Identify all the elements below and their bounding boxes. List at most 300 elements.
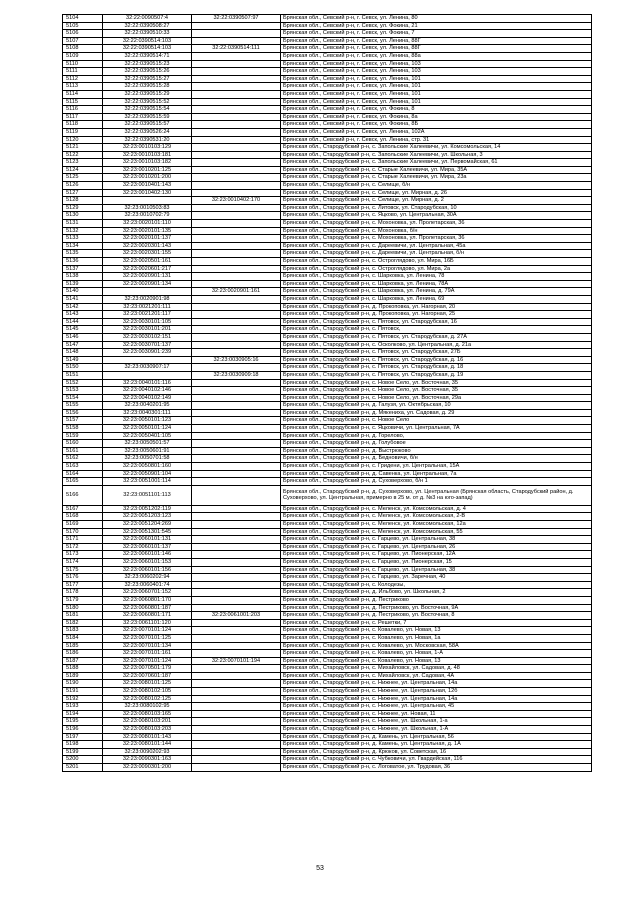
linked-cadastral-number-cell	[192, 680, 281, 688]
cadastral-number-cell: 32:23:0010702:79	[103, 212, 192, 220]
cadastral-number-cell: 32:23:0051202:119	[103, 505, 192, 513]
linked-cadastral-number-cell	[192, 68, 281, 76]
row-number-cell: 5164	[63, 470, 103, 478]
linked-cadastral-number-cell	[192, 710, 281, 718]
address-cell: Брянская обл., Стародубский р-н, с. Запольские Халеевичи, ул. Первомайская, 61	[281, 159, 592, 167]
cadastral-number-cell: 32:23:0010402:130	[103, 189, 192, 197]
row-number-cell: 5162	[63, 455, 103, 463]
linked-cadastral-number-cell	[192, 589, 281, 597]
address-cell: Брянская обл., Стародубский р-н, д. Голубовое	[281, 440, 592, 448]
row-number-cell: 5110	[63, 60, 103, 68]
address-cell: Брянская обл., Севский р-н, г. Севск, ул. Ленина, стр. 31	[281, 136, 592, 144]
linked-cadastral-number-cell: 32:23:0030909:18	[192, 371, 281, 379]
cadastral-number-cell: 32:23:0090202:93	[103, 748, 192, 756]
row-number-cell: 5193	[63, 703, 103, 711]
row-number-cell: 5122	[63, 151, 103, 159]
linked-cadastral-number-cell	[192, 440, 281, 448]
address-cell: Брянская обл., Севский р-н, г. Севск, ул. Ленина, 88Г	[281, 45, 592, 53]
address-cell: Брянская обл., Стародубский р-н, с. Михайловск, ул. Садовая, 4А	[281, 672, 592, 680]
linked-cadastral-number-cell	[192, 463, 281, 471]
table-row	[63, 75, 592, 83]
table-row	[63, 326, 592, 334]
row-number-cell: 5111	[63, 68, 103, 76]
linked-cadastral-number-cell	[192, 733, 281, 741]
table-row	[63, 212, 592, 220]
linked-cadastral-number-cell	[192, 90, 281, 98]
cadastral-number-cell	[103, 197, 192, 205]
cadastral-number-cell: 32:23:0050401:105	[103, 432, 192, 440]
table-row	[63, 265, 592, 273]
cadastral-number-cell: 32:23:0050701:58	[103, 455, 192, 463]
address-cell: Брянская обл., Севский р-н, г. Севск, ул. Фокина, 8Б	[281, 121, 592, 129]
table-row	[63, 470, 592, 478]
address-cell: Брянская обл., Стародубский р-н, с. Гарцево, ул. Пионерская, 15	[281, 558, 592, 566]
cadastral-number-cell: 32:23:0050901:104	[103, 470, 192, 478]
row-number-cell: 5166	[63, 485, 103, 505]
linked-cadastral-number-cell	[192, 349, 281, 357]
cadastral-number-cell: 32:23:0020601:217	[103, 265, 192, 273]
linked-cadastral-number-cell	[192, 528, 281, 536]
table-row	[63, 311, 592, 319]
row-number-cell: 5107	[63, 37, 103, 45]
table-row	[63, 30, 592, 38]
table-row	[63, 478, 592, 486]
address-cell: Брянская обл., Стародубский р-н, д. Суховерхово, ул. Центральная (Брянская область, Стародубский район, д. Суховерхово, ул. Центральная, примерно в 25 м. от д. №3 на юго-запад)	[281, 485, 592, 505]
cadastral-number-cell	[103, 288, 192, 296]
linked-cadastral-number-cell	[192, 379, 281, 387]
table-row	[63, 642, 592, 650]
linked-cadastral-number-cell	[192, 326, 281, 334]
linked-cadastral-number-cell	[192, 128, 281, 136]
address-cell: Брянская обл., Стародубский р-н, с. Пятовск, ул. Стародубская, д. 19	[281, 371, 592, 379]
row-number-cell: 5168	[63, 513, 103, 521]
linked-cadastral-number-cell	[192, 513, 281, 521]
address-cell: Брянская обл., Стародубский р-н, с. Пятовск, ул. Стародубская, д. 27А	[281, 333, 592, 341]
address-cell: Брянская обл., Стародубский р-н, д. Суховерхово, б/н 1	[281, 478, 592, 486]
cadastral-number-cell: 32:22:0390515:29	[103, 90, 192, 98]
linked-cadastral-number-cell	[192, 227, 281, 235]
row-number-cell: 5129	[63, 204, 103, 212]
address-cell: Брянская обл., Стародубский р-н, с. Яцково, ул. Центральная, 30А	[281, 212, 592, 220]
linked-cadastral-number-cell	[192, 341, 281, 349]
table-row	[63, 197, 592, 205]
linked-cadastral-number-cell	[192, 551, 281, 559]
cadastral-number-cell: 32:23:0010201:200	[103, 174, 192, 182]
table-row	[63, 485, 592, 505]
table-row	[63, 764, 592, 772]
address-cell: Брянская обл., Стародубский р-н, д. Камень, ул. Центральная, 56	[281, 733, 592, 741]
table-row	[63, 166, 592, 174]
row-number-cell: 5118	[63, 121, 103, 129]
cadastral-number-cell: 32:22:0390515:26	[103, 68, 192, 76]
table-row	[63, 447, 592, 455]
cadastral-number-cell: 32:23:0080103:165	[103, 710, 192, 718]
address-cell: Брянская обл., Стародубский р-н, с. Ковалево, ул. Новая, 13	[281, 657, 592, 665]
cadastral-number-cell: 32:23:0061101:120	[103, 619, 192, 627]
linked-cadastral-number-cell	[192, 695, 281, 703]
row-number-cell: 5158	[63, 425, 103, 433]
linked-cadastral-number-cell: 32:23:0061001:203	[192, 612, 281, 620]
linked-cadastral-number-cell	[192, 596, 281, 604]
cadastral-number-cell: 32:23:0030901:239	[103, 349, 192, 357]
cadastral-number-cell: 32:23:0010103:182	[103, 159, 192, 167]
address-cell: Брянская обл., Стародубский р-н, с. Нижнее, ул. Центральная, 45	[281, 703, 592, 711]
linked-cadastral-number-cell	[192, 311, 281, 319]
row-number-cell: 5113	[63, 83, 103, 91]
page-number: 53	[316, 865, 324, 872]
table-row	[63, 409, 592, 417]
table-row	[63, 106, 592, 114]
row-number-cell: 5130	[63, 212, 103, 220]
address-cell: Брянская обл., Стародубский р-н, с. Меленск, ул. Комсомольская, 2-В	[281, 513, 592, 521]
cadastral-number-cell: 32:23:0050101:123	[103, 417, 192, 425]
table-row	[63, 174, 592, 182]
cadastral-number-cell: 32:23:0070101:124	[103, 657, 192, 665]
linked-cadastral-number-cell	[192, 242, 281, 250]
row-number-cell: 5106	[63, 30, 103, 38]
table-row	[63, 189, 592, 197]
address-cell: Брянская обл., Стародубский р-н, с. Нижнее, ул. Новая, 11	[281, 710, 592, 718]
address-cell: Брянская обл., Стародубский р-н, с. Селище, ул. Мирная, д. 2	[281, 197, 592, 205]
cadastral-number-cell: 32:23:0070101:124	[103, 627, 192, 635]
linked-cadastral-number-cell	[192, 574, 281, 582]
address-cell: Брянская обл., Стародубский р-н, д. Пестриково, ул. Восточная, 9А	[281, 604, 592, 612]
row-number-cell: 5180	[63, 604, 103, 612]
linked-cadastral-number-cell	[192, 726, 281, 734]
cadastral-number-cell: 32:23:0030907:17	[103, 364, 192, 372]
address-cell: Брянская обл., Стародубский р-н, д. Прокоповка, ул. Нагорная, 20	[281, 303, 592, 311]
linked-cadastral-number-cell	[192, 748, 281, 756]
row-number-cell: 5154	[63, 394, 103, 402]
linked-cadastral-number-cell	[192, 409, 281, 417]
cadastral-number-cell: 32:23:0060101:146	[103, 551, 192, 559]
cadastral-number-cell: 32:23:0080101:125	[103, 680, 192, 688]
linked-cadastral-number-cell	[192, 220, 281, 228]
table-row	[63, 341, 592, 349]
table-row	[63, 463, 592, 471]
row-number-cell: 5167	[63, 505, 103, 513]
table-row	[63, 566, 592, 574]
row-number-cell: 5128	[63, 197, 103, 205]
table-row	[63, 356, 592, 364]
table-row	[63, 589, 592, 597]
row-number-cell: 5181	[63, 612, 103, 620]
linked-cadastral-number-cell	[192, 432, 281, 440]
address-cell: Брянская обл., Стародубский р-н, с. Старые Халеевичи, ул. Мира, 23а	[281, 174, 592, 182]
address-cell: Брянская обл., Стародубский р-н, с. Меленск, ул. Комсомольская, 55	[281, 528, 592, 536]
cadastral-number-cell: 32:23:0070601:187	[103, 672, 192, 680]
linked-cadastral-number-cell	[192, 22, 281, 30]
row-number-cell: 5147	[63, 341, 103, 349]
cadastral-number-cell: 32:23:0060801:171	[103, 612, 192, 620]
address-cell: Брянская обл., Стародубский р-н, с. Пятовск, ул. Стародубская, д. 18	[281, 364, 592, 372]
linked-cadastral-number-cell: 32:23:0020901:161	[192, 288, 281, 296]
row-number-cell: 5150	[63, 364, 103, 372]
address-cell: Брянская обл., Стародубский р-н, д. Мякениха, ул. Садовая, д. 29	[281, 409, 592, 417]
cadastral-number-cell: 32:22:0390515:27	[103, 75, 192, 83]
address-cell: Брянская обл., Стародубский р-н, д. Савенка, ул. Центральная, 7а	[281, 470, 592, 478]
linked-cadastral-number-cell	[192, 387, 281, 395]
address-cell: Брянская обл., Стародубский р-н, с. Гридени, ул. Центральная, 15А	[281, 463, 592, 471]
linked-cadastral-number-cell	[192, 144, 281, 152]
row-number-cell: 5138	[63, 273, 103, 281]
row-number-cell: 5159	[63, 432, 103, 440]
linked-cadastral-number-cell: 32:22:0390507:97	[192, 15, 281, 23]
row-number-cell: 5169	[63, 521, 103, 529]
cadastral-number-cell: 32:23:0020101:137	[103, 235, 192, 243]
table-row	[63, 250, 592, 258]
row-number-cell: 5131	[63, 220, 103, 228]
address-cell: Брянская обл., Стародубский р-н, с. Новое Село, ул. Восточная, 35	[281, 387, 592, 395]
table-row	[63, 15, 592, 23]
table-row	[63, 733, 592, 741]
cadastral-number-cell: 32:23:0060101:156	[103, 566, 192, 574]
table-row	[63, 680, 592, 688]
address-cell: Брянская обл., Севский р-н, г. Севск, ул. Фокина, 8а	[281, 113, 592, 121]
cadastral-number-cell: 32:23:0060801:170	[103, 596, 192, 604]
address-cell: Брянская обл., Севский р-н, г. Севск, ул. Ленина, 88Г	[281, 37, 592, 45]
cadastral-number-cell: 32:23:0051203:123	[103, 513, 192, 521]
linked-cadastral-number-cell	[192, 619, 281, 627]
table-row	[63, 604, 592, 612]
cadastral-number-cell	[103, 356, 192, 364]
linked-cadastral-number-cell	[192, 703, 281, 711]
linked-cadastral-number-cell	[192, 364, 281, 372]
cadastral-number-cell: 32:23:0010401:143	[103, 182, 192, 190]
linked-cadastral-number-cell	[192, 303, 281, 311]
address-cell: Брянская обл., Стародубский р-н, с. Нижнее, ул. Школьная, 1-А	[281, 726, 592, 734]
table-row	[63, 440, 592, 448]
row-number-cell: 5139	[63, 280, 103, 288]
linked-cadastral-number-cell	[192, 83, 281, 91]
address-cell: Брянская обл., Стародубский р-н, с. Шарковка, ул. Ленина, 69	[281, 295, 592, 303]
register-table	[62, 14, 592, 772]
address-cell: Брянская обл., Севский р-н, г. Севск, ул. Ленина, 103	[281, 68, 592, 76]
linked-cadastral-number-cell: 32:23:0070101:194	[192, 657, 281, 665]
row-number-cell: 5194	[63, 710, 103, 718]
cadastral-number-cell: 32:23:0060401:74	[103, 581, 192, 589]
table-row	[63, 558, 592, 566]
linked-cadastral-number-cell	[192, 121, 281, 129]
table-row	[63, 528, 592, 536]
table-row	[63, 128, 592, 136]
address-cell: Брянская обл., Стародубский р-н, с. Гарцево, ул. Центральная, 38	[281, 566, 592, 574]
table-row	[63, 273, 592, 281]
linked-cadastral-number-cell	[192, 189, 281, 197]
address-cell: Брянская обл., Стародубский р-н, с. Гарцево, ул. Центральная, 38	[281, 536, 592, 544]
table-row	[63, 242, 592, 250]
address-cell: Брянская обл., Стародубский р-н, д. Галузя, ул. Октябрьская, 10	[281, 402, 592, 410]
address-cell: Брянская обл., Севский р-н, г. Севск, ул. Ленина, 103	[281, 60, 592, 68]
cadastral-number-cell: 32:23:0040301:111	[103, 409, 192, 417]
cadastral-number-cell: 32:22:0390515:57	[103, 121, 192, 129]
table-row	[63, 432, 592, 440]
address-cell: Брянская обл., Стародубский р-н, с. Пятовск, ул. Стародубская, д. 16	[281, 356, 592, 364]
table-row	[63, 295, 592, 303]
cadastral-number-cell: 32:22:0390526:24	[103, 128, 192, 136]
linked-cadastral-number-cell	[192, 113, 281, 121]
table-row	[63, 513, 592, 521]
table-row	[63, 596, 592, 604]
address-cell: Брянская обл., Стародубский р-н, с. Решетки, 7	[281, 619, 592, 627]
cadastral-number-cell: 32:23:0080103:201	[103, 718, 192, 726]
address-cell: Брянская обл., Стародубский р-н, с. Пятовск,	[281, 326, 592, 334]
table-row	[63, 288, 592, 296]
linked-cadastral-number-cell	[192, 295, 281, 303]
row-number-cell: 5120	[63, 136, 103, 144]
cadastral-number-cell: 32:22:0390515:23	[103, 60, 192, 68]
linked-cadastral-number-cell	[192, 478, 281, 486]
table-row	[63, 619, 592, 627]
cadastral-number-cell: 32:23:0090301:163	[103, 756, 192, 764]
row-number-cell: 5195	[63, 718, 103, 726]
linked-cadastral-number-cell	[192, 470, 281, 478]
table-row	[63, 672, 592, 680]
cadastral-number-cell: 32:23:0010103:181	[103, 151, 192, 159]
row-number-cell: 5141	[63, 295, 103, 303]
linked-cadastral-number-cell	[192, 604, 281, 612]
row-number-cell: 5117	[63, 113, 103, 121]
linked-cadastral-number-cell	[192, 425, 281, 433]
cadastral-number-cell: 32:23:0060101:137	[103, 543, 192, 551]
table-row	[63, 22, 592, 30]
table-row	[63, 333, 592, 341]
address-cell: Брянская обл., Стародубский р-н, с. Чубковичи, ул. Гвардейская, 116	[281, 756, 592, 764]
address-cell: Брянская обл., Стародубский р-н, с. Пятовск, ул. Стародубская, 27Б	[281, 349, 592, 357]
row-number-cell: 5175	[63, 566, 103, 574]
row-number-cell: 5151	[63, 371, 103, 379]
linked-cadastral-number-cell	[192, 265, 281, 273]
address-cell: Брянская обл., Севский р-н, г. Севск, ул. Ленина, 101	[281, 83, 592, 91]
linked-cadastral-number-cell	[192, 447, 281, 455]
linked-cadastral-number-cell	[192, 60, 281, 68]
table-row	[63, 258, 592, 266]
address-cell: Брянская обл., Стародубский р-н, с. Остроглядово, ул. Мира, 2а	[281, 265, 592, 273]
table-row	[63, 695, 592, 703]
address-cell: Брянская обл., Стародубский р-н, с. Нижнее, ул. Школьная, 1-а	[281, 718, 592, 726]
address-cell: Брянская обл., Стародубский р-н, д. Пестриково	[281, 596, 592, 604]
address-cell: Брянская обл., Стародубский р-н, с. Ковалево, ул. Московская, 58А	[281, 642, 592, 650]
address-cell: Брянская обл., Стародубский р-н, с. Гарцево, ул. Центральная, 26	[281, 543, 592, 551]
row-number-cell: 5121	[63, 144, 103, 152]
address-cell: Брянская обл., Севский р-н, г. Севск, ул. Ленина, 101	[281, 75, 592, 83]
cadastral-number-cell: 32:23:0010201:125	[103, 166, 192, 174]
linked-cadastral-number-cell	[192, 273, 281, 281]
address-cell: Брянская обл., Севский р-н, г. Севск, ул. Фокина, 8	[281, 106, 592, 114]
address-cell: Брянская обл., Стародубский р-н, с. Нижнее, ул. Центральная, 12б	[281, 688, 592, 696]
linked-cadastral-number-cell	[192, 650, 281, 658]
table-row	[63, 280, 592, 288]
row-number-cell: 5187	[63, 657, 103, 665]
table-row	[63, 364, 592, 372]
table-row	[63, 387, 592, 395]
row-number-cell: 5112	[63, 75, 103, 83]
row-number-cell: 5105	[63, 22, 103, 30]
address-cell: Брянская обл., Стародубский р-н, с. Мохоновка, ул. Пролетарская, 36	[281, 220, 592, 228]
cadastral-number-cell: 32:23:0070101:125	[103, 634, 192, 642]
row-number-cell: 5132	[63, 227, 103, 235]
cadastral-number-cell: 32:23:0080102:95	[103, 703, 192, 711]
row-number-cell: 5133	[63, 235, 103, 243]
register-table-body	[63, 15, 592, 772]
linked-cadastral-number-cell	[192, 581, 281, 589]
row-number-cell: 5179	[63, 596, 103, 604]
row-number-cell: 5176	[63, 574, 103, 582]
linked-cadastral-number-cell	[192, 718, 281, 726]
cadastral-number-cell: 32:23:0040201:95	[103, 402, 192, 410]
linked-cadastral-number-cell: 32:23:0030905:16	[192, 356, 281, 364]
address-cell: Брянская обл., Стародубский р-н, с. Нижнее, ул. Центральная, 14а	[281, 680, 592, 688]
row-number-cell: 5119	[63, 128, 103, 136]
cadastral-number-cell: 32:23:0040102:149	[103, 394, 192, 402]
address-cell: Брянская обл., Стародубский р-н, с. Новое Село, ул. Восточная, 35	[281, 379, 592, 387]
row-number-cell: 5173	[63, 551, 103, 559]
row-number-cell: 5177	[63, 581, 103, 589]
linked-cadastral-number-cell	[192, 333, 281, 341]
row-number-cell: 5115	[63, 98, 103, 106]
row-number-cell: 5152	[63, 379, 103, 387]
linked-cadastral-number-cell	[192, 402, 281, 410]
row-number-cell: 5134	[63, 242, 103, 250]
cadastral-number-cell: 32:23:0051301:545	[103, 528, 192, 536]
address-cell: Брянская обл., Стародубский р-н, с. Литовск, ул. Стародубская, 10	[281, 204, 592, 212]
row-number-cell: 5125	[63, 174, 103, 182]
linked-cadastral-number-cell: 32:22:0390514:111	[192, 45, 281, 53]
row-number-cell: 5116	[63, 106, 103, 114]
cadastral-number-cell: 32:23:0060101:131	[103, 536, 192, 544]
row-number-cell: 5161	[63, 447, 103, 455]
linked-cadastral-number-cell	[192, 250, 281, 258]
row-number-cell: 5185	[63, 642, 103, 650]
linked-cadastral-number-cell	[192, 756, 281, 764]
linked-cadastral-number-cell	[192, 204, 281, 212]
table-row	[63, 581, 592, 589]
cadastral-number-cell: 32:23:0020901:131	[103, 273, 192, 281]
table-row	[63, 543, 592, 551]
cadastral-number-cell: 32:22:0390510:33	[103, 30, 192, 38]
row-number-cell: 5124	[63, 166, 103, 174]
table-row	[63, 703, 592, 711]
linked-cadastral-number-cell	[192, 485, 281, 505]
row-number-cell: 5104	[63, 15, 103, 23]
cadastral-number-cell: 32:23:0090301:200	[103, 764, 192, 772]
linked-cadastral-number-cell	[192, 106, 281, 114]
row-number-cell: 5191	[63, 688, 103, 696]
address-cell: Брянская обл., Севский р-н, г. Севск, ул. Ленина, 80	[281, 15, 592, 23]
address-cell: Брянская обл., Стародубский р-н, с. Селище, б/н	[281, 182, 592, 190]
address-cell: Брянская обл., Стародубский р-н, с. Новое Село, ул. Восточная, 29а	[281, 394, 592, 402]
cadastral-number-cell: 32:23:0030101:201	[103, 326, 192, 334]
table-row	[63, 318, 592, 326]
address-cell: Брянская обл., Стародубский р-н, д. Прокоповка, ул. Нагорная, 25	[281, 311, 592, 319]
table-row	[63, 303, 592, 311]
row-number-cell: 5182	[63, 619, 103, 627]
cadastral-number-cell: 32:22:0390531:20	[103, 136, 192, 144]
table-row	[63, 182, 592, 190]
cadastral-number-cell: 32:22:0090507:4	[103, 15, 192, 23]
address-cell: Брянская обл., Стародубский р-н, с. Колодезы,	[281, 581, 592, 589]
address-cell: Брянская обл., Стародубский р-н, с. Селище, ул. Мирная, д. 26	[281, 189, 592, 197]
table-row	[63, 402, 592, 410]
linked-cadastral-number-cell	[192, 558, 281, 566]
address-cell: Брянская обл., Севский р-н, г. Севск, ул. Фокина, 7	[281, 30, 592, 38]
address-cell: Брянская обл., Стародубский р-н, д. Крюков, ул. Советская, 16	[281, 748, 592, 756]
cadastral-number-cell: 32:23:0021201:117	[103, 311, 192, 319]
address-cell: Брянская обл., Стародубский р-н, с. Меленск, ул. Комсомольская, д. 4	[281, 505, 592, 513]
linked-cadastral-number-cell	[192, 634, 281, 642]
table-row	[63, 379, 592, 387]
address-cell: Брянская обл., Стародубский р-н, с. Ковалево, ул. Новая, 1-А	[281, 650, 592, 658]
